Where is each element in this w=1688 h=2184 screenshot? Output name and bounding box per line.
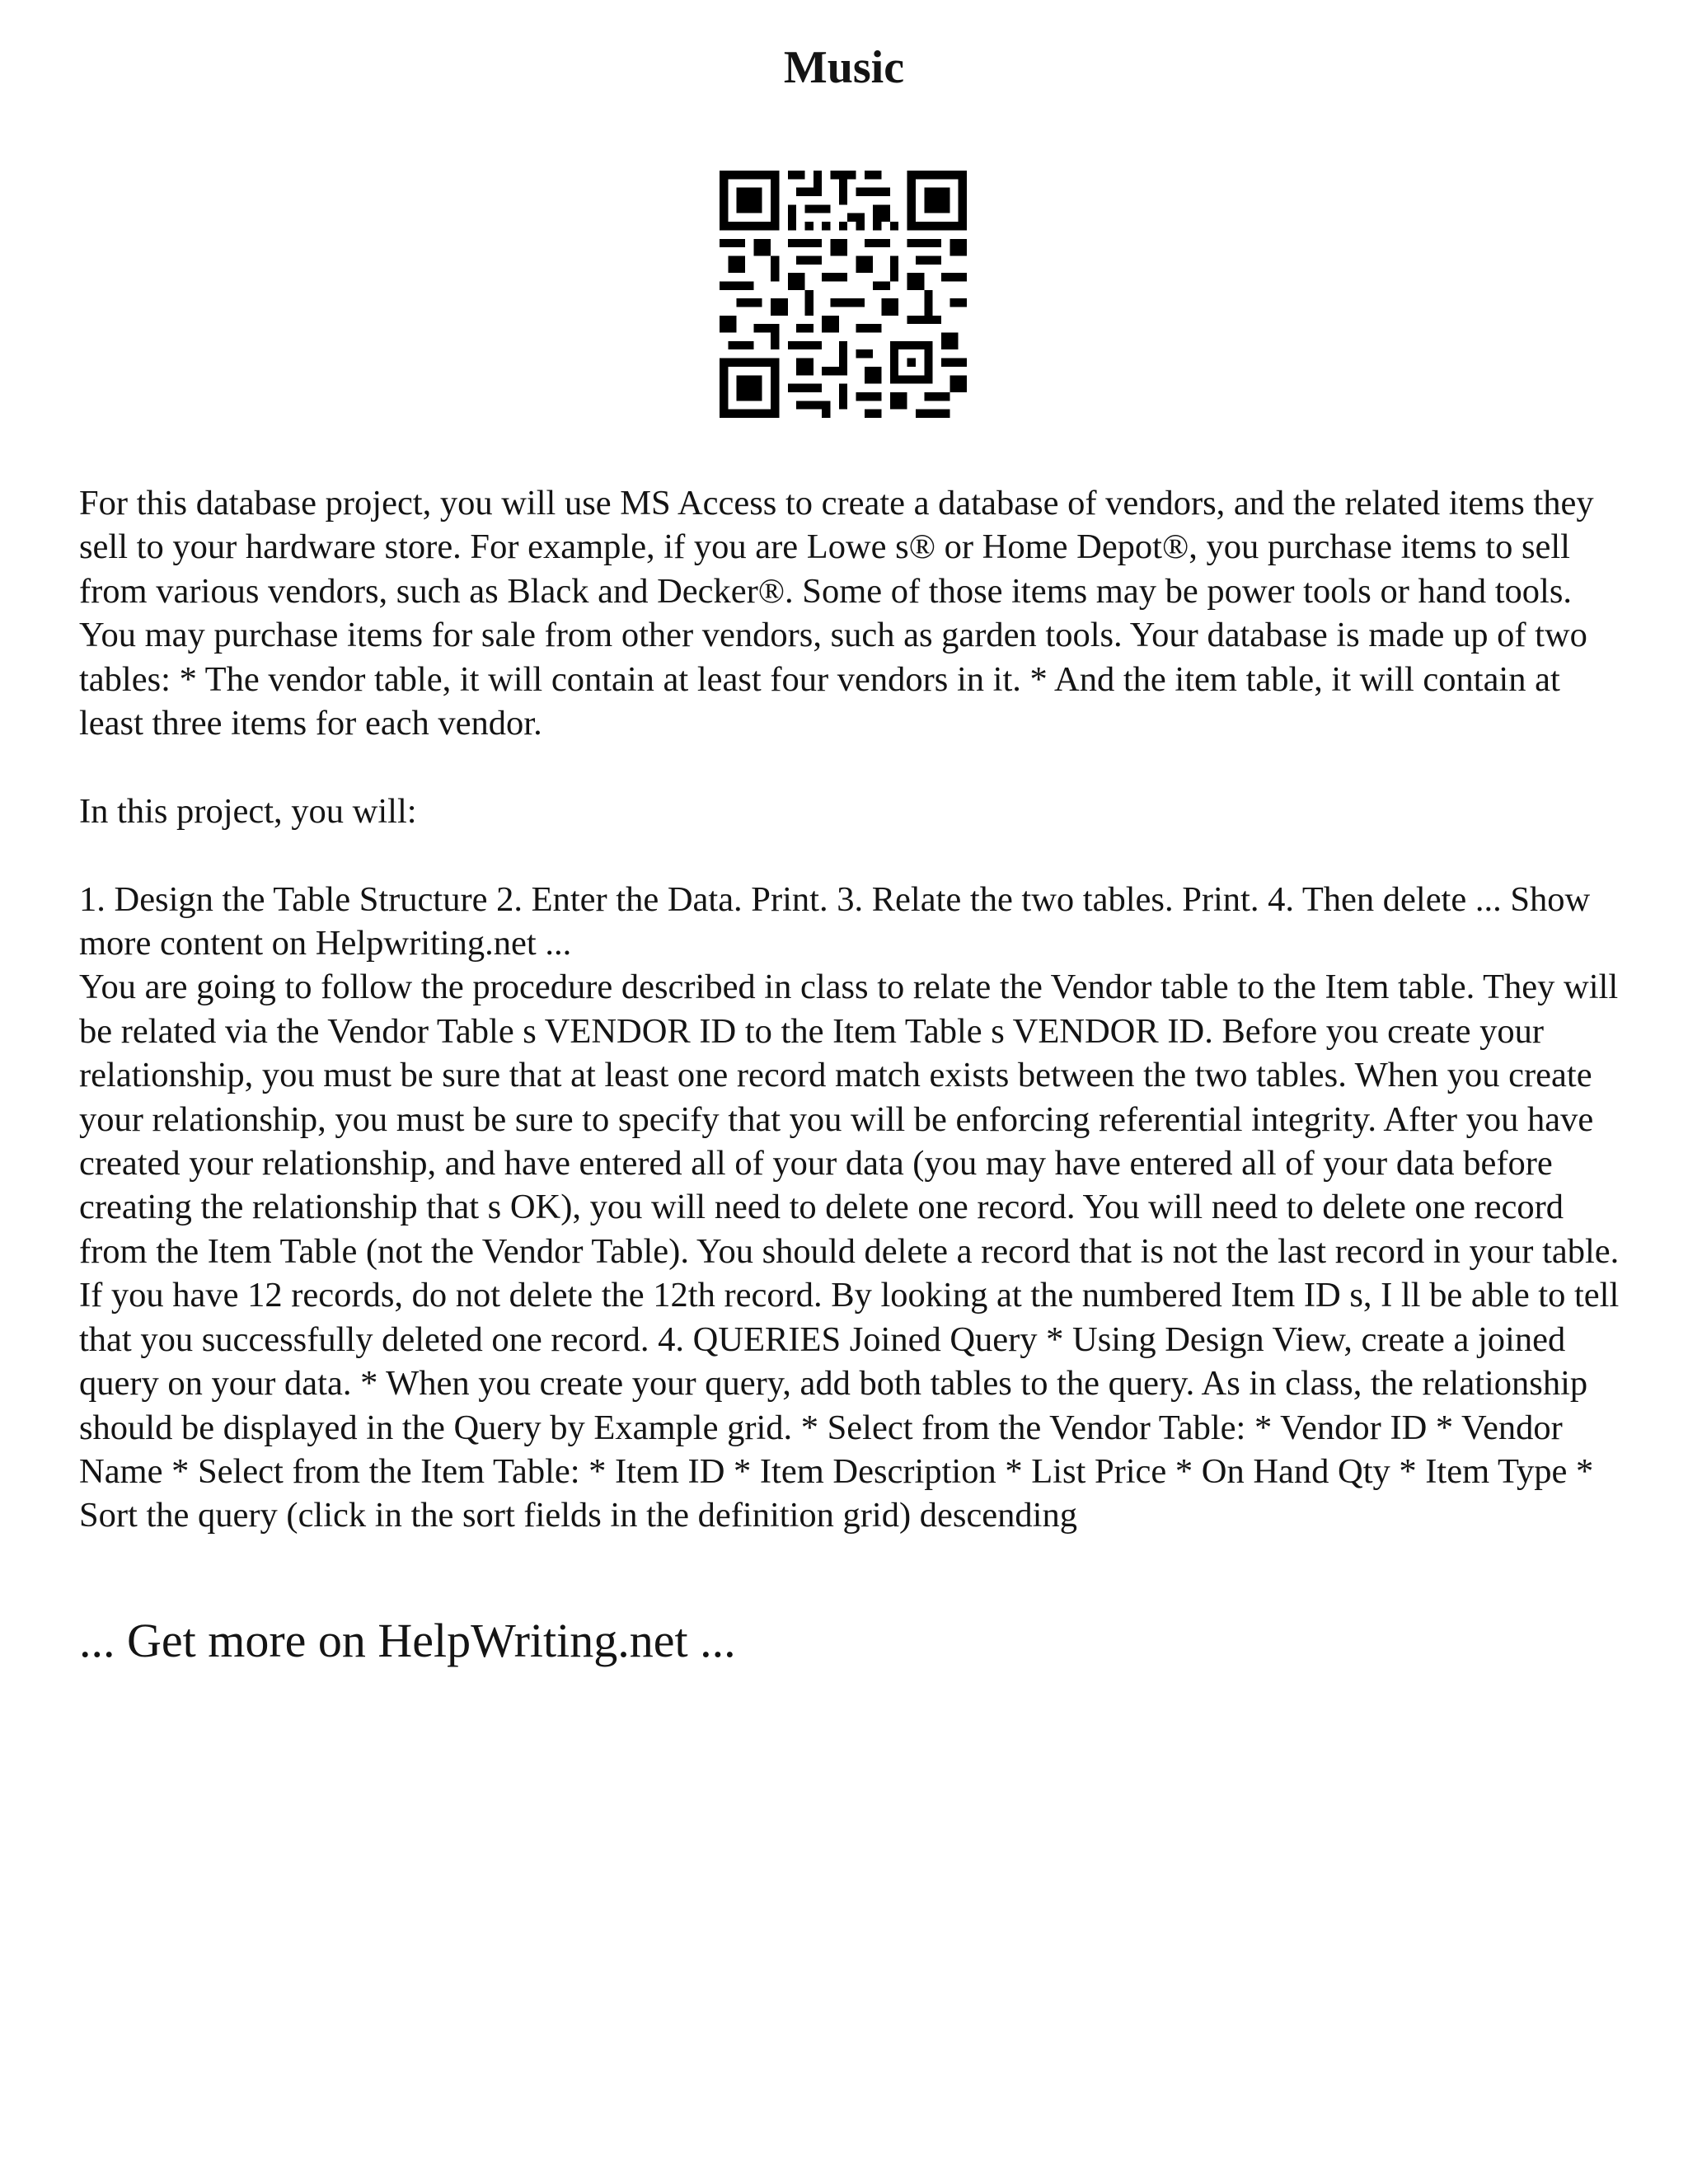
body-text xyxy=(79,481,1629,1538)
page-title: Music xyxy=(783,42,905,93)
intro-paragraph: For this database project, you will use MS Access to create a database of vendors, and the related items they sell to your hardware store. For example, if you are Lowe s® or Home Depot®, you purchase items to sell from various vendors, such as Black and Decker®. Some of those items may be power tools or hand tools. You may purchase items for sale from other vendors, such as garden tools. Your database is made up of two tables: * The vendor table, it will contain at least four vendors in it. * And the item table, it will contain at least three items for each vendor. xyxy=(79,484,1594,743)
lead-in-paragraph: In this project, you will: xyxy=(79,791,417,831)
get-more-link[interactable]: ... Get more on HelpWriting.net ... xyxy=(79,1614,736,1667)
paragraph-gap xyxy=(79,833,1629,877)
details-paragraph: You are going to follow the procedure described in class to relate the Vendor table to the Item table. They will be related via the Vendor Table s VENDOR ID to the Item Table s VENDOR ID. Before you create your relationship, you must be sure that at least one record match exists between the two tables. When you create your relationship, you must be sure to specify that you will be enforcing referential integrity. After you have created your relationship, and have entered all of your data (you may have entered all of your data before creating the relationship that s OK), you will need to delete one record. You will need to delete one record from the Item Table (not the Vendor Table). You should delete a record that is not the last record in your table. If you have 12 records, do not delete the 12th record. By looking at the numbered Item ID s, I ll be able to tell that you successfully deleted one record. 4. QUERIES Joined Query * Using Design View, create a joined query on your data. * When you create your query, add both tables to the query. As in class, the relationship should be displayed in the Query by Example grid. * Select from the Vendor Table: * Vendor ID * Vendor Name * Select from the Item Table: * Item ID * Item Description * List Price * On Hand Qty * Item Type * Sort the query (click in the sort fields in the definition grid) descending xyxy=(79,968,1620,1535)
qr-code xyxy=(720,171,967,418)
paragraph-gap xyxy=(79,745,1629,789)
steps-paragraph: 1. Design the Table Structure 2. Enter the Data. Print. 3. Relate the two tables. Print. 4. Then delete ... Show more content on Helpwriting.net ... xyxy=(79,879,1591,963)
